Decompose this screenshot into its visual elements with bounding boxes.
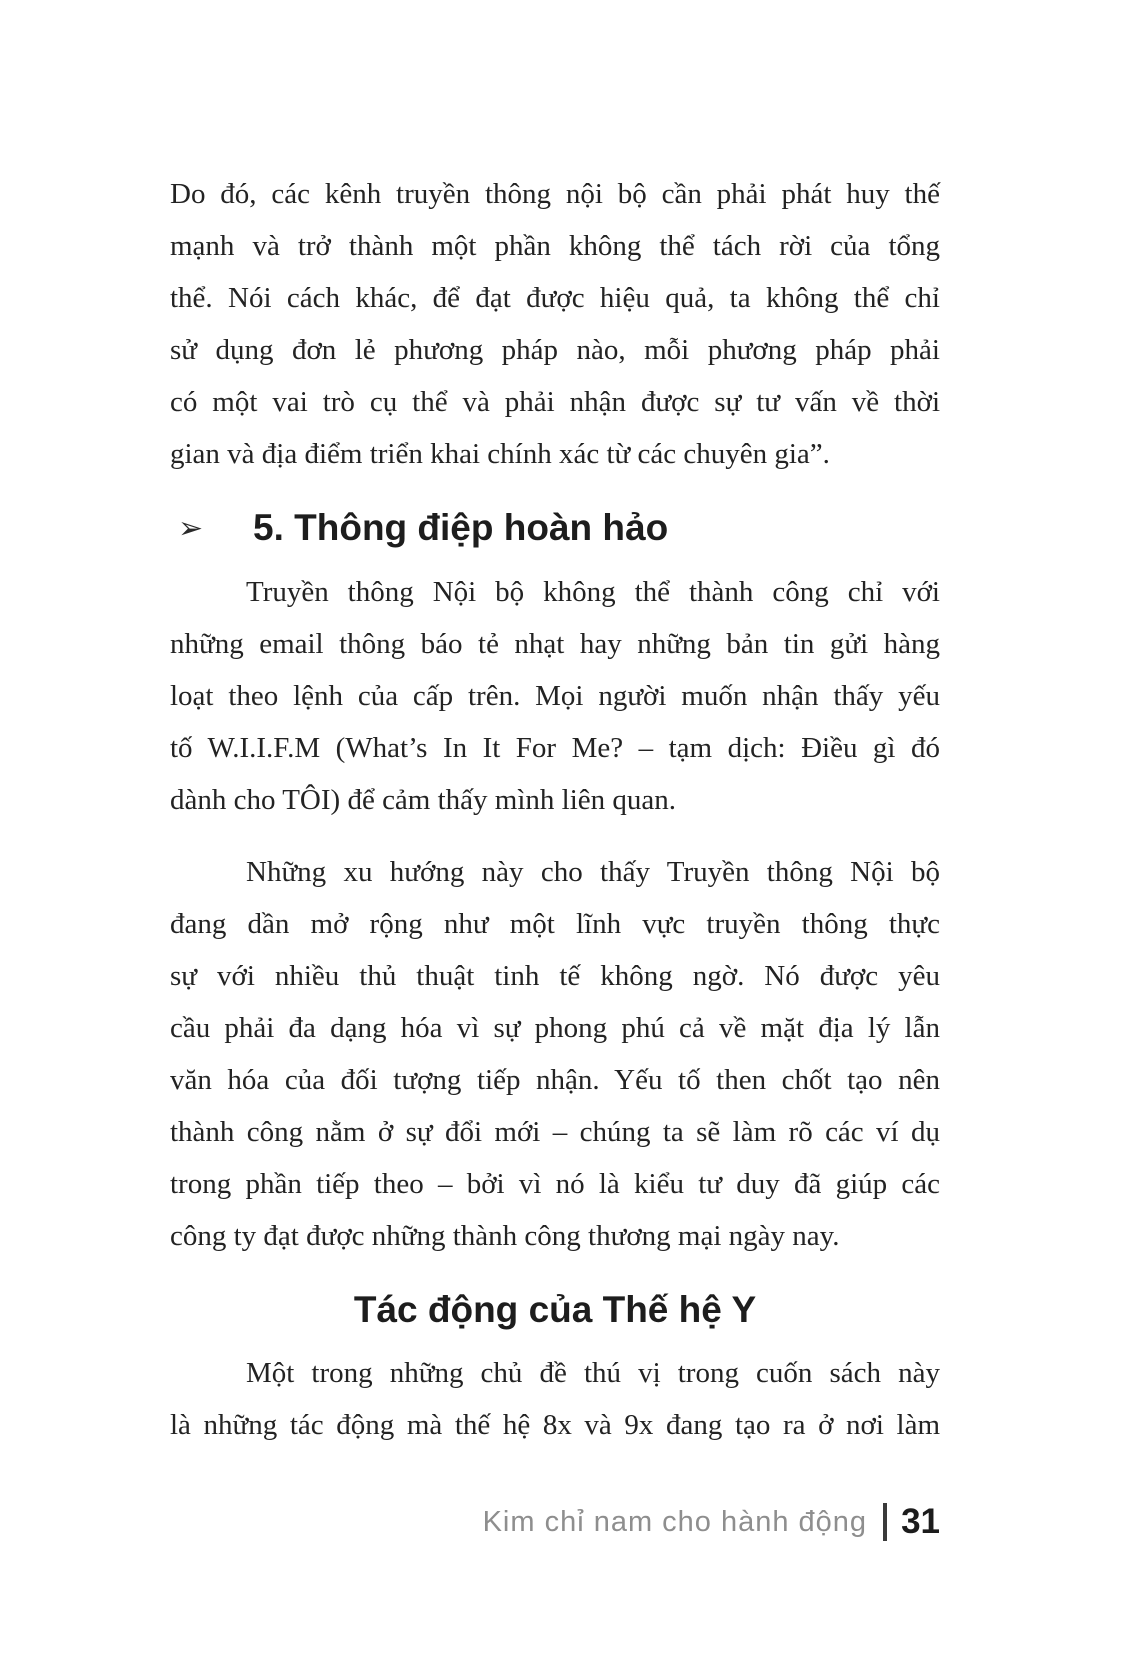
text-line: Do đó, các kênh truyền thông nội bộ cần phải phát huy thế xyxy=(170,178,940,210)
body-paragraph xyxy=(170,1347,940,1451)
text-line: mạnh và trở thành một phần không thể tách rời của tổng xyxy=(170,230,940,262)
text-line: Truyền thông Nội bộ không thể thành công chỉ với xyxy=(246,576,940,608)
text-line: Những xu hướng này cho thấy Truyền thông Nội bộ xyxy=(246,856,940,888)
text-line: những email thông báo tẻ nhạt hay những bản tin gửi hàng xyxy=(170,628,940,660)
arrow-bullet-icon: ➢ xyxy=(178,512,204,545)
text-line: thể. Nói cách khác, để đạt được hiệu quả, ta không thể chỉ xyxy=(170,282,940,314)
text-line: Một trong những chủ đề thú vị trong cuốn sách này xyxy=(246,1357,940,1389)
body-paragraph xyxy=(170,168,940,480)
text-line: loạt theo lệnh của cấp trên. Mọi người muốn nhận thấy yếu xyxy=(170,680,940,712)
running-footer-title: Kim chỉ nam cho hành động xyxy=(482,1505,868,1538)
text-line: công ty đạt được những thành công thương mại ngày nay. xyxy=(170,1220,840,1252)
text-line: dành cho TÔI) để cảm thấy mình liên quan. xyxy=(170,784,677,816)
page-content xyxy=(170,168,940,1451)
text-line: trong phần tiếp theo – bởi vì nó là kiểu tư duy đã giúp các xyxy=(170,1168,940,1200)
section-heading: Tác động của Thế hệ Y xyxy=(353,1289,757,1330)
footer-divider xyxy=(883,1503,887,1541)
text-line: tố W.I.I.F.M (What’s In It For Me? – tạm dịch: Điều gì đó xyxy=(170,732,940,764)
text-line: gian và địa điểm triển khai chính xác từ các chuyên gia”. xyxy=(170,438,830,470)
body-paragraph xyxy=(170,846,940,1262)
text-line: sử dụng đơn lẻ phương pháp nào, mỗi phương pháp phải xyxy=(170,334,940,366)
text-line: đang dần mở rộng như một lĩnh vực truyền thông thực xyxy=(170,908,940,940)
text-line: cầu phải đa dạng hóa vì sự phong phú cả về mặt địa lý lẫn xyxy=(170,1012,940,1044)
page-footer xyxy=(170,1498,940,1546)
text-line: sự với nhiều thủ thuật tinh tế không ngờ. Nó được yêu xyxy=(170,960,940,992)
text-line: có một vai trò cụ thể và phải nhận được sự tư vấn về thời xyxy=(170,386,940,418)
text-line: là những tác động mà thế hệ 8x và 9x đang tạo ra ở nơi làm xyxy=(170,1409,940,1441)
text-line: văn hóa của đối tượng tiếp nhận. Yếu tố then chốt tạo nên xyxy=(170,1064,940,1096)
text-line: thành công nằm ở sự đổi mới – chúng ta sẽ làm rõ các ví dụ xyxy=(170,1116,940,1148)
subsection-heading xyxy=(170,502,940,554)
subsection-heading-label: 5. Thông điệp hoàn hảo xyxy=(253,507,669,548)
page-number: 31 xyxy=(901,1502,940,1541)
body-paragraph xyxy=(170,566,940,826)
